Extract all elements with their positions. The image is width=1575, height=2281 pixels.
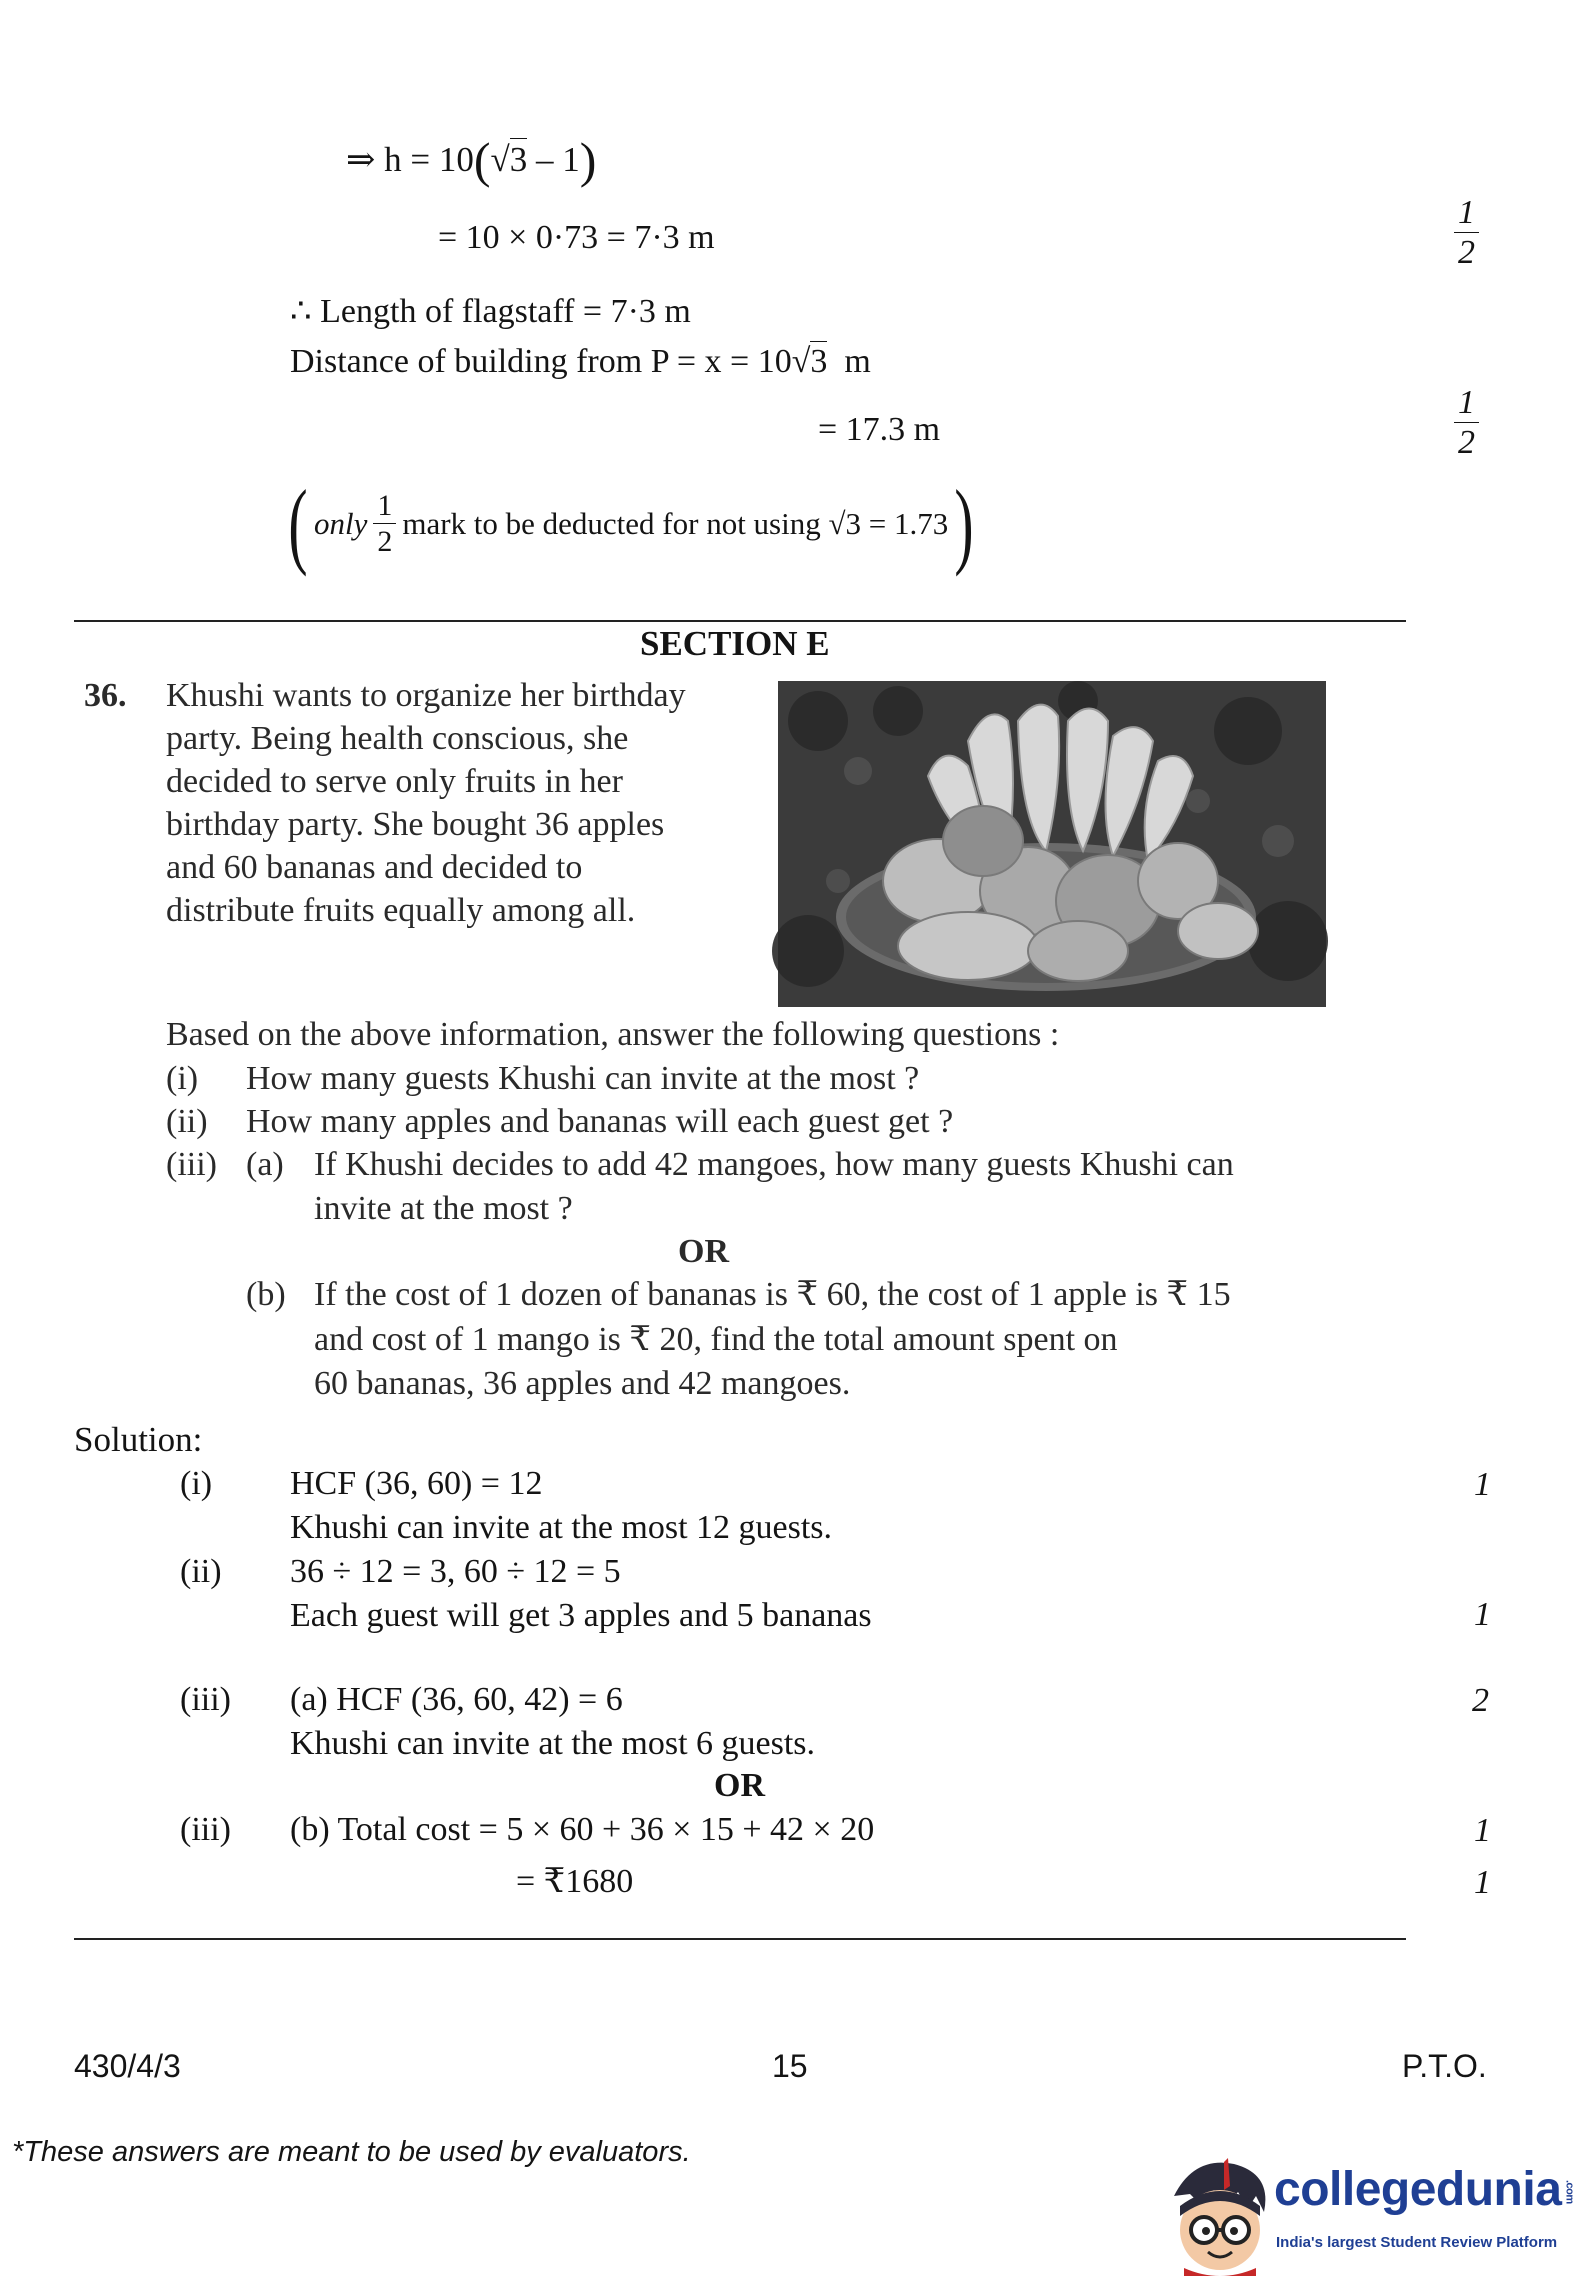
sol-i-line2: Khushi can invite at the most 12 guests. [290, 1509, 833, 1546]
flagstaff-length: ∴ Length of flagstaff = 7·3 m [290, 293, 691, 330]
sol-iii-a-label: (iii) [180, 1681, 231, 1718]
sol-iii-b-line2: = ₹1680 [516, 1863, 634, 1900]
sol-iii-a-line1: (a) HCF (36, 60, 42) = 6 [290, 1681, 623, 1718]
sol-ii-label: (ii) [180, 1553, 222, 1590]
q-iii-a-text-1: If Khushi decides to add 42 mangoes, how many guests Khushi can [314, 1146, 1234, 1183]
sol-i-label: (i) [180, 1465, 213, 1502]
sol-ii-line1: 36 ÷ 12 = 3, 60 ÷ 12 = 5 [290, 1553, 621, 1590]
sol-iii-b-line1: (b) Total cost = 5 × 60 + 36 × 15 + 42 × 20 [290, 1811, 875, 1848]
evaluator-disclaimer: *These answers are meant to be used by evaluators. [12, 2136, 691, 2168]
q-or: OR [678, 1233, 729, 1270]
mascot-logo-icon [1164, 2156, 1276, 2276]
q-ii-text: How many apples and bananas will each guest get ? [246, 1103, 954, 1140]
q-iii-b-text-3: 60 bananas, 36 apples and 42 mangoes. [314, 1365, 851, 1402]
sol-iii-a-line2: Khushi can invite at the most 6 guests. [290, 1725, 816, 1762]
eq-h-value: = 10 × 0·73 = 7·3 m [438, 219, 715, 256]
divider-top [74, 620, 1406, 622]
q-i-label: (i) [166, 1060, 199, 1097]
mark-iii-b2: 1 [1474, 1864, 1491, 1901]
question-prompt: Based on the above information, answer the following questions : [166, 1016, 1060, 1053]
deduction-note-text: mark to be deducted for not using √3 = 1.73 [402, 506, 949, 541]
distance-value: = 17.3 m [818, 411, 941, 448]
brand-tagline: India's largest Student Review Platform [1276, 2234, 1558, 2251]
question-number: 36. [84, 677, 127, 714]
q-iii-label: (iii) [166, 1146, 217, 1183]
paper-code: 430/4/3 [74, 2048, 181, 2084]
q-iii-b-text-2: and cost of 1 mango is ₹ 20, find the total amount spent on [314, 1321, 1118, 1358]
mark-iii-b1: 1 [1474, 1812, 1491, 1849]
sol-i-line1: HCF (36, 60) = 12 [290, 1465, 543, 1502]
mark-i: 1 [1474, 1466, 1491, 1503]
q-iii-b-label: (b) [246, 1276, 286, 1313]
pto-label: P.T.O. [1402, 2048, 1487, 2084]
mark-half-2: $\frac{1}{2}$ [1454, 386, 1479, 460]
sol-ii-line2: Each guest will get 3 apples and 5 bananas [290, 1597, 872, 1634]
section-title: SECTION E [640, 624, 830, 663]
fruit-basket-image [778, 681, 1326, 1007]
page-number: 15 [772, 2048, 808, 2084]
q-iii-a-text-2: invite at the most ? [314, 1190, 573, 1227]
q-i-text: How many guests Khushi can invite at the most ? [246, 1060, 920, 1097]
deduction-note: ( only $\frac{1}{2}$ mark to be deducted for not using √3 = 1.73 ) [288, 470, 974, 577]
mark-ii: 1 [1474, 1596, 1491, 1633]
q-ii-label: (ii) [166, 1103, 208, 1140]
sol-or: OR [714, 1767, 765, 1804]
brand-name: collegedunia .com [1274, 2163, 1575, 2216]
solution-heading: Solution: [74, 1420, 203, 1459]
q-iii-b-text-1: If the cost of 1 dozen of bananas is ₹ 60, the cost of 1 apple is ₹ 15 [314, 1276, 1231, 1313]
sol-iii-b-label: (iii) [180, 1811, 231, 1848]
q-iii-a-label: (a) [246, 1146, 284, 1183]
eq-h-line: ⇒ h = 10(√3 – 1) [346, 132, 597, 188]
building-distance: Distance of building from P = x = 10√3 m [290, 343, 871, 380]
divider-bottom [74, 1938, 1406, 1940]
question-intro: Khushi wants to organize her birthday party. Being health conscious, she decided to serve only fruits in her birthday party. She bought 36 apples and 60 bananas and decided to distribute fruits equally among all. [166, 677, 686, 929]
mark-iii-a: 2 [1472, 1682, 1489, 1719]
mark-half-1: $\frac{1}{2}$ [1454, 196, 1479, 270]
